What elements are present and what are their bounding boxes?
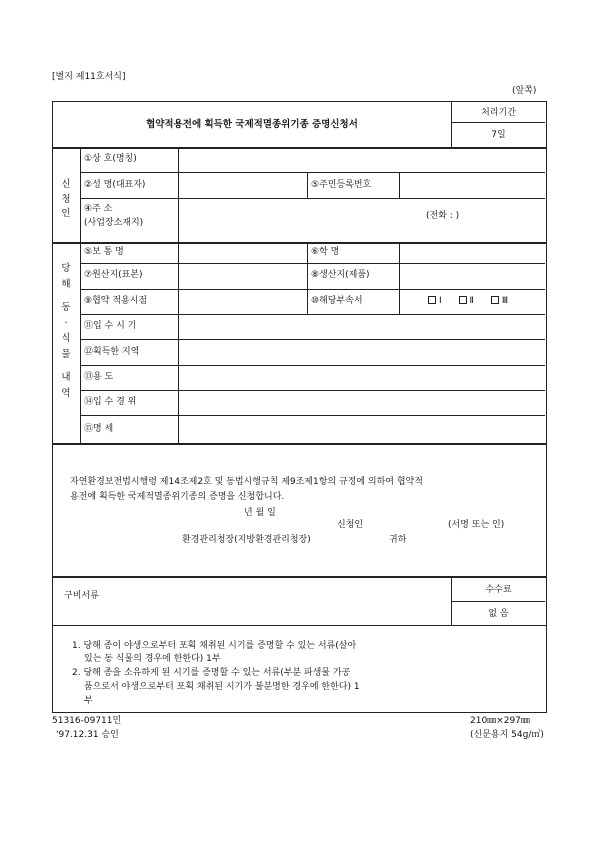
declaration-line-2: 용전에 획득한 국제적멸종위기종의 증명을 신청합니다. [70, 492, 285, 502]
signature-label: (서명 또는 인) [448, 520, 505, 530]
fee-value: 없 음 [488, 609, 509, 619]
appendix-checkbox-2[interactable]: Ⅱ [459, 296, 474, 306]
form-frame [52, 101, 547, 713]
processing-period-label: 처리기간 [481, 108, 516, 118]
usage-label: ⑬용 도 [84, 372, 114, 382]
appendix-options [428, 296, 508, 306]
origin-label: ⑦원산지(표본) [84, 270, 143, 280]
page-side-label: (앞쪽) [512, 86, 537, 96]
document-item-2-line-2: 품으로서 야생으로부터 포획 채취된 시기가 불분명한 경우에 한한다) 1 [84, 682, 360, 692]
required-documents-label: 구비서류 [64, 591, 99, 601]
applicant-section-label: 신 청 인 [61, 179, 71, 219]
address-sub-label: (사업장소재지) [84, 218, 144, 228]
species-section-label: 당 해 동 · 식 물 내 역 [61, 263, 71, 399]
form-title: 협약적용전에 획득한 국제적멸종위기종 증명신청서 [146, 119, 358, 130]
approval-date: '97.12.31 승인 [56, 730, 119, 740]
document-item-2-line-1: 2. 당해 종을 소유하게 된 시기를 증명할 수 있는 서류(부분 파생물 가공 [72, 668, 351, 678]
declaration-line-1: 자연환경보전법시행령 제14조제2호 및 동법시행규칙 제9조제1항의 규정에 의하여 협약적 [70, 477, 423, 487]
checkbox-icon [459, 296, 467, 304]
document-item-1-line-1: 1. 당해 종이 야생으로부터 포획 채취된 시기를 증명할 수 있는 서류(살아 [72, 641, 357, 651]
convention-time-label: ⑨협약 적용시점 [84, 296, 148, 306]
acquired-area-label: ⑫획득한 지역 [84, 347, 140, 357]
address-label: ④주 소 [84, 204, 113, 214]
common-name-label: ⑤보 통 명 [84, 247, 124, 257]
resident-number-label: ⑤주민등록번호 [311, 180, 372, 190]
paper-type: (신문용지 54g/㎡) [470, 730, 544, 740]
details-label: ⑮명 세 [84, 424, 114, 434]
import-time-label: ⑪입 수 시 기 [84, 321, 137, 331]
honorific-label: 귀하 [389, 535, 407, 545]
form-number: [별지 제11호서식] [52, 72, 126, 82]
business-name-label: ①상 호(명칭) [84, 154, 137, 164]
appendix-checkbox-1[interactable]: Ⅰ [428, 296, 442, 306]
paper-size: 210㎜×297㎜ [470, 716, 530, 726]
applicant-sign-label: 신청인 [337, 520, 364, 530]
checkbox-icon [491, 296, 499, 304]
production-label: ⑧생산지(제품) [311, 270, 370, 280]
import-route-label: ⑭입 수 경 위 [84, 397, 137, 407]
appendix-label: ⑩해당부속서 [311, 296, 363, 306]
document-item-2-line-3: 부 [84, 696, 93, 706]
recipient-label: 환경관리청장(지방환경관리청장) [182, 535, 311, 545]
form-code: 51316-09711민 [52, 716, 122, 726]
checkbox-icon [428, 296, 436, 304]
processing-period-value: 7일 [491, 130, 506, 140]
date-line: 년 월 일 [244, 508, 276, 518]
fee-label: 수수료 [485, 585, 512, 595]
document-item-1-line-2: 있는 동 식물의 경우에 한한다) 1부 [84, 654, 221, 664]
appendix-checkbox-3[interactable]: Ⅲ [491, 296, 508, 306]
scientific-name-label: ⑥학 명 [311, 247, 340, 257]
representative-label: ②성 명(대표자) [84, 180, 146, 190]
phone-label: (전화 : ) [426, 211, 460, 221]
